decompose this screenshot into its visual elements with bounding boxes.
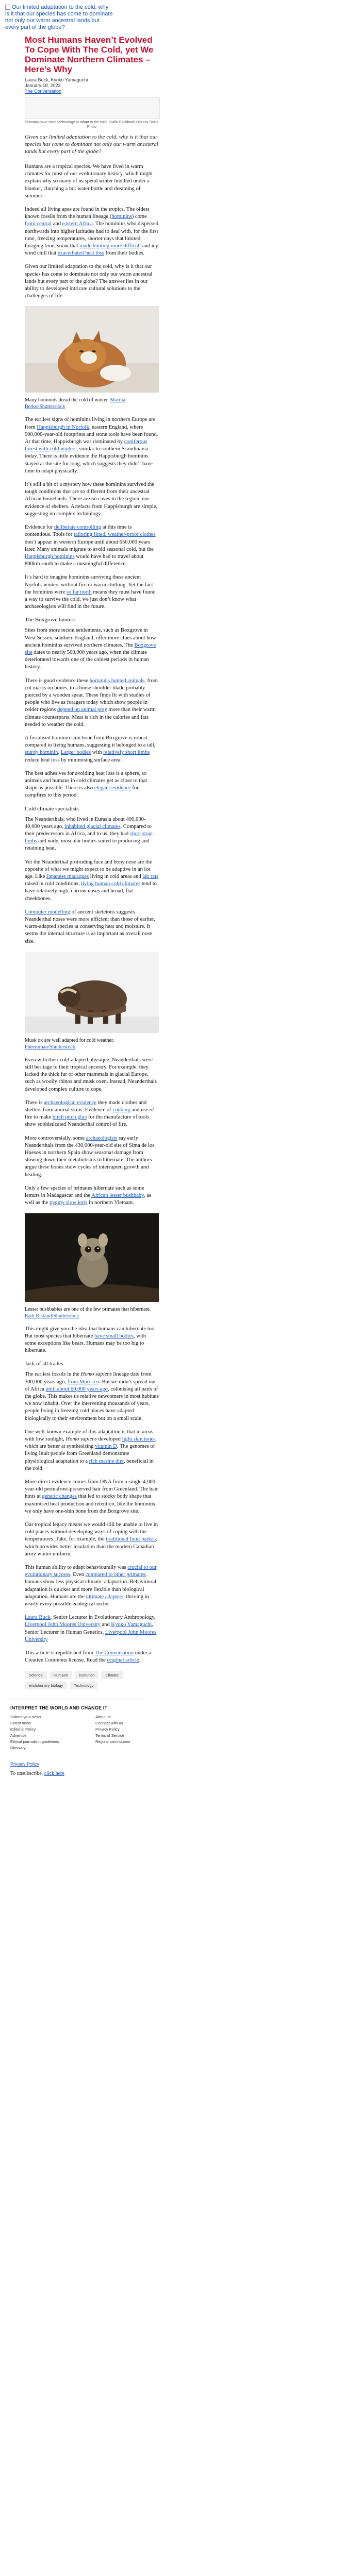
link[interactable]: rich marine diet <box>89 1458 124 1464</box>
link[interactable]: from Morocco <box>67 1379 100 1385</box>
credit-link[interactable]: Pheeroman/Shutterstock <box>25 1044 75 1050</box>
link[interactable]: made hunting more difficult <box>79 243 141 249</box>
republish-note: This article is republished from The Conversation under a Creative Commons license. Read the original article. <box>25 1650 152 1664</box>
link[interactable]: inhabited glacial climates <box>64 823 121 829</box>
link[interactable]: exacerbated heat loss <box>57 250 104 257</box>
lead-image <box>25 97 160 119</box>
tag[interactable]: Climate <box>101 1671 122 1679</box>
link[interactable]: genetic changes <box>42 1494 77 1500</box>
paragraph: The earliest signs of hominins living in northern Europe are from Happisburgh in Norfolk, eastern England, where 900,000-year-old footprints and stone tools have been found. At that time, Happisburgh was dominated by coniferous forest with cold winters, similar to southern Scandinavia today. There is little evidence the Happisburgh hominins stayed at the site for long, which suggests they didn’t have time to adapt physically. <box>25 417 158 474</box>
tag[interactable]: evolutionary biology <box>25 1682 67 1689</box>
link[interactable]: compared to other primates <box>85 1572 145 1578</box>
paragraph: There is good evidence these hominins hunted animals, from cut marks on bones, to a horse shoulder blade probably pierced by a wooden spear. These finds fit with studies of people who live as foragers today which show people in colder regions depend on animal prey more than their warm climate counterparts. Meat is rich in the calories and fats needed to weather the cold. <box>25 677 158 727</box>
link[interactable]: vitamin D <box>95 1444 117 1450</box>
paragraph: Computer modelling of ancient skeletons suggests Neanderthal noses were more efficient than those of earlier, warm-adapted species at conserving heat and moisture. It seems the internal structure is as important as overall nose size. <box>25 909 155 944</box>
footer-link[interactable]: Submit your news <box>10 1715 41 1720</box>
link[interactable]: from central <box>25 221 52 227</box>
tag[interactable]: Science <box>25 1671 47 1679</box>
link[interactable]: archaeologists <box>86 1135 118 1141</box>
section-heading: Jack of all trades <box>25 1361 63 1367</box>
paragraph: This might give you the idea that humans can hibernate too. But most species that hibernate have small bodies, with some exceptions like bears. Humans may be too big to hibernate. <box>25 1326 156 1354</box>
paragraph: Given our limited adaptation to the cold, why is it that our species has come to dominate not only our warm ancestral lands but every part of the globe? The answer lies in our ability to developed intricate cultural solutions to the challenges of life. <box>25 264 153 299</box>
institution-link[interactable]: Liverpool John Moores University <box>25 1629 157 1642</box>
paragraph: Our tropical legacy means we would still be unable to live in cold places without developing ways of coping with the temperatures. Take, for example, the traditional Inuit parkas, which provides better insulation than the modern Canadian army winter uniform. <box>25 1521 158 1557</box>
author-link[interactable]: Laura Buck <box>25 1615 51 1621</box>
paragraph: Evidence for deliberate controlling at this time is contentious. Tools for tailoring fitted, weather-proof clothes don’t appear in western Europe until about 650,000 years later. Many animals migrate to avoid seasonal cold, but the Happisburgh hominins would have had to travel about 800km south to make a meaningful difference. <box>25 524 156 567</box>
link[interactable]: African lesser bushbaby <box>91 1193 144 1199</box>
author: Laura Buck, Kyoko Yamaguchi <box>25 77 88 82</box>
footer-link[interactable]: Terms of Service <box>95 1733 124 1738</box>
footer-link[interactable]: About us <box>95 1715 111 1720</box>
link[interactable]: depend on animal prey <box>57 707 107 713</box>
credit-link[interactable]: Radi Riskind/Shutterstock <box>25 1313 79 1319</box>
tag-list <box>25 1671 159 1689</box>
footer-link[interactable]: Latest news <box>10 1721 31 1726</box>
link[interactable]: tailoring fitted, weather-proof clothes <box>74 532 156 538</box>
figure-cat <box>25 306 159 410</box>
cat-photo <box>25 306 159 393</box>
institution-link[interactable]: Liverpool John Moores University <box>25 1622 101 1628</box>
standfirst: Given our limited adaptation to the cold, why is it that our species has come to dominate not only our warm ancestral lands but every part of the globe? <box>25 134 158 155</box>
link[interactable]: Happisburgh in Norfolk <box>37 424 89 430</box>
source-link[interactable]: The Conversation <box>94 1650 134 1656</box>
link[interactable]: Larger bodies <box>60 750 91 756</box>
footer-link[interactable]: Editorial Policy <box>10 1727 36 1732</box>
link[interactable]: archaeological evidence <box>44 1099 97 1106</box>
link[interactable]: hominins <box>111 214 132 220</box>
footer-link[interactable]: Advertise <box>10 1733 27 1738</box>
privacy-policy-link[interactable]: Privacy Policy <box>10 1761 40 1767</box>
paragraph: Sites from more recent settlements, such as Boxgrove in West Sussex, southern England, offer more clues about how ancient hominins survived northern climates. The Boxgrove site dates to nearly 500,000 years ago, when the climate deteriorated towards one of the coldest periods in human history. <box>25 628 156 670</box>
lead-image-credit: Humans have used technology to adapt to the cold. Kudla Cookbook / Nancy Stock Photo <box>25 121 158 129</box>
paragraph: There is archaeological evidence they made clothes and shelters from animal skins. Evidence of cooking and use of fire to make birch pitch glue for the manufacture of tools show sophisticated Neanderthal control of fire. <box>25 1099 154 1128</box>
link[interactable]: birch pitch glue <box>52 1114 87 1121</box>
link[interactable]: short stout limbs <box>25 831 153 844</box>
paragraph: Indeed all living apes are found in the tropics. The oldest known fossils from the human lineage (hominins) come from central and eastern Africa. The hominins who dispersed northwards into higher latitudes had to deal with, for the first time, freezing temperatures, shorter days that limited foraging time, snow that made hunting more difficult and icy wind chill that exacerbated heat loss from their bodies. <box>25 207 158 257</box>
link[interactable]: pygmy slow loris <box>49 1200 88 1206</box>
paragraph: One well-known example of this adaptation is that in areas with low sunlight, Homo sapiens developed light skin tones, which are better at synthesising vitamin D. The genomes of living Inuit people from Greenland demonstrate physiological adaptation to a rich marine diet, beneficial in the cold. <box>25 1429 157 1471</box>
link[interactable]: hominins hunted animals <box>89 677 145 684</box>
link[interactable]: Japanese macaques <box>46 874 89 880</box>
tag[interactable]: Technology <box>70 1682 97 1689</box>
link[interactable]: Computer modelling <box>25 909 70 915</box>
link[interactable]: until about 60,000 years ago <box>45 1386 108 1392</box>
tag[interactable]: Evolution <box>75 1671 99 1679</box>
paragraph: Only a few species of primates hibernate such as some lemurs in Madagascar and the African lesser bushbaby, as well as the pygmy slow loris in northern Vietnam. <box>25 1185 151 1206</box>
author-link[interactable]: Kyoko Yamaguchi <box>111 1622 152 1628</box>
paragraph: More controversially, some archaeologists say early Neanderthals from the 430,000-year-old site of Sima de los Huesos in northern Spain show seasonal damage from slowing down their metabolisms to hibernate. The authors argue these bones show cycles of interrupted growth and healing. <box>25 1135 155 1178</box>
link[interactable]: crucial to our evolutionary success <box>25 1564 157 1578</box>
paragraph: The best adhesives for avoiding heat loss is a sphere, so animals and humans in cold climates get as close to that shape as possible. There is also elegant evidence for campfires to this period. <box>25 770 147 799</box>
paragraph: Yet the Neanderthal protruding face and bony nose are the opposite of what we might expect to be adaptive in an ice age. Like Japanese macaques living in cold areas and lab rats raised in cold conditions, living human cold climates tend to have relatively high, narrow noses and broad, flat cheekbones. <box>25 859 159 902</box>
paragraph: This human ability to adapt behaviourally was crucial to our evolutionary success. Even compared to other primates, humans show less physical climatic adaptation. Behavioural adaptation is quicker and more flexible than biological adaptation. Humans are the ultimate adapters, thriving in nearly every possible ecological niche. <box>25 1564 157 1607</box>
author-bio: Laura Buck, Senior Lecturer in Evolutionary Anthropology, Liverpool John Moores University and Kyoko Yamaguchi, Senior Lecturer in Human Genetics, Liverpool John Moores University <box>25 1615 157 1642</box>
paragraph: It’s hard to imagine hominins surviving these ancient Norfolk winters without fire or warm clothing. Yet the fact the hominins were so far north means they must have found a way to survive the cold, we just don’t know what archaeologists will find in the future. <box>25 574 156 610</box>
bushbaby-photo <box>25 1213 159 1302</box>
link[interactable]: eastern Africa <box>62 221 93 227</box>
link[interactable]: relatively short limbs <box>103 750 150 756</box>
figure-caption: Lesser bushbabies are one of the few primates that hibernate. Radi Riskind/Shutterstock <box>25 1306 151 1319</box>
figure-caption: Many hominids dread the cold of winter. Marilia Bedoc/Shutterstock <box>25 397 125 410</box>
credit-link[interactable]: Marilia Bedoc/Shutterstock <box>25 397 125 410</box>
article-meta <box>25 77 159 94</box>
link[interactable]: traditional Inuit parkas <box>106 1536 156 1543</box>
footer-link[interactable]: Regular contributors <box>95 1739 130 1744</box>
paragraph: The Neanderthals, who lived in Eurasia about 400,000-40,000 years ago, inhabited glacial climates. Compared to their predecessors in Africa, and to us, they had short stout limbs and wide, muscular bodies suited to producing and retaining heat. <box>25 816 153 852</box>
paragraph: The earliest fossils in the Homo sapiens lineage date from 300,000 years ago, from Morocco. But we didn’t spread out of Africa until about 60,000 years ago, colonising all parts of the globe. This makes us relative newcomers in most habitats we now inhabit. Over the intervening thousands of years, people living in freezing cold places have adapted biologically to their environment but on a small scale. <box>25 1371 159 1421</box>
date: January 18, 2023 <box>25 83 61 88</box>
figure-caption: Musk ox are well adapted for cold weather. Pheeroman/Shutterstock <box>25 1037 114 1050</box>
link[interactable]: have small bodies <box>94 1333 134 1339</box>
link[interactable]: elegant evidence <box>94 785 131 791</box>
section-heading: The Boxgrove hunters <box>25 617 76 623</box>
unsubscribe: To unsubscribe, click here <box>10 1771 64 1777</box>
link[interactable]: ultimate adapters <box>86 1594 124 1600</box>
footer <box>10 1700 356 1776</box>
link[interactable]: Boxgrove site <box>25 642 156 655</box>
section-heading: Cold climate specialists <box>25 805 79 812</box>
paragraph: Even with their cold-adapted physique, Neanderthals were still heritage to their tropical ancestry. For example, they lacked the thick fur of other mammals in glacial Europe, such as woolly rhinos and musk oxen. Instead, Neanderthals developed complex culture to cope. <box>25 1057 157 1092</box>
footer-links <box>10 1715 356 1750</box>
footer-link[interactable]: Connect with us <box>95 1721 123 1726</box>
paragraph: A fossilised hominin shin bone from Boxgrove is robust compared to living humans, suggesting it belonged to a tall, sturdy hominin. Larger bodies with relatively short limbs reduce heat loss by minimising surface area. <box>25 735 156 763</box>
footer-link[interactable]: Privacy Policy <box>95 1727 120 1732</box>
link[interactable]: Happisburgh hominins <box>25 553 75 560</box>
hero-image-broken: Our limited adaptation to the cold, why is it that our species has come to dominate not only our warm ancestral lands but every part of the globe? <box>5 4 113 30</box>
link[interactable]: coniferous forest with cold winters <box>25 439 147 452</box>
link[interactable]: light skin tones <box>122 1436 156 1442</box>
original-article-link[interactable]: original article <box>107 1657 139 1664</box>
link[interactable]: cooking <box>112 1107 130 1113</box>
article <box>25 35 159 1689</box>
link[interactable]: sturdy hominin <box>25 750 58 756</box>
footer-title: INTERPRET THE WORLD AND CHANGE IT <box>10 1705 108 1711</box>
broken-image-icon <box>5 5 10 10</box>
figure-musk-ox <box>25 952 159 1050</box>
link[interactable]: lab rats <box>142 874 159 880</box>
link[interactable]: living human cold climates <box>81 881 141 887</box>
footer-link[interactable]: Glossary <box>10 1745 26 1751</box>
paragraph: It’s still a bit of a mystery how these hominins survived the tough conditions that are so different from their ancestral African homelands. There are no caves in the region, nor evidence of shelters. Artefacts from Happisburgh are simple, suggesting no complex technology. <box>25 482 158 517</box>
tag[interactable]: Humans <box>50 1671 72 1679</box>
paragraph: More direct evidence comes from DNA from a single 4,000-year-old permafrost-preserved hair from Greenland. The hair hints at genetic changes that led to stocky body shape that maximised heat production and retention, like the hominins we only have one-shin bone from the Boxgrove site. <box>25 1479 158 1514</box>
musk-ox-photo <box>25 952 159 1033</box>
figure-bushbaby <box>25 1213 159 1319</box>
link[interactable]: so far north <box>66 589 92 595</box>
paragraph: Humans are a tropical species. We have lived in warm climates for most of our evolutionary history, which might explain why so many of us spend winter huddled under a blanket, clutching a hot water bottle and dreaming of summer. <box>25 164 153 199</box>
footer-link[interactable]: Ethical journalism guidelines <box>10 1739 59 1744</box>
article-title[interactable]: Most Humans Haven’t Evolved To Cope With The Cold, yet We Dominate Northern Climates – Here’s Why <box>25 35 154 74</box>
link[interactable]: deliberate controlling <box>54 524 101 531</box>
source-link[interactable]: The Conversation <box>25 89 62 94</box>
unsubscribe-link[interactable]: click here <box>44 1771 64 1777</box>
